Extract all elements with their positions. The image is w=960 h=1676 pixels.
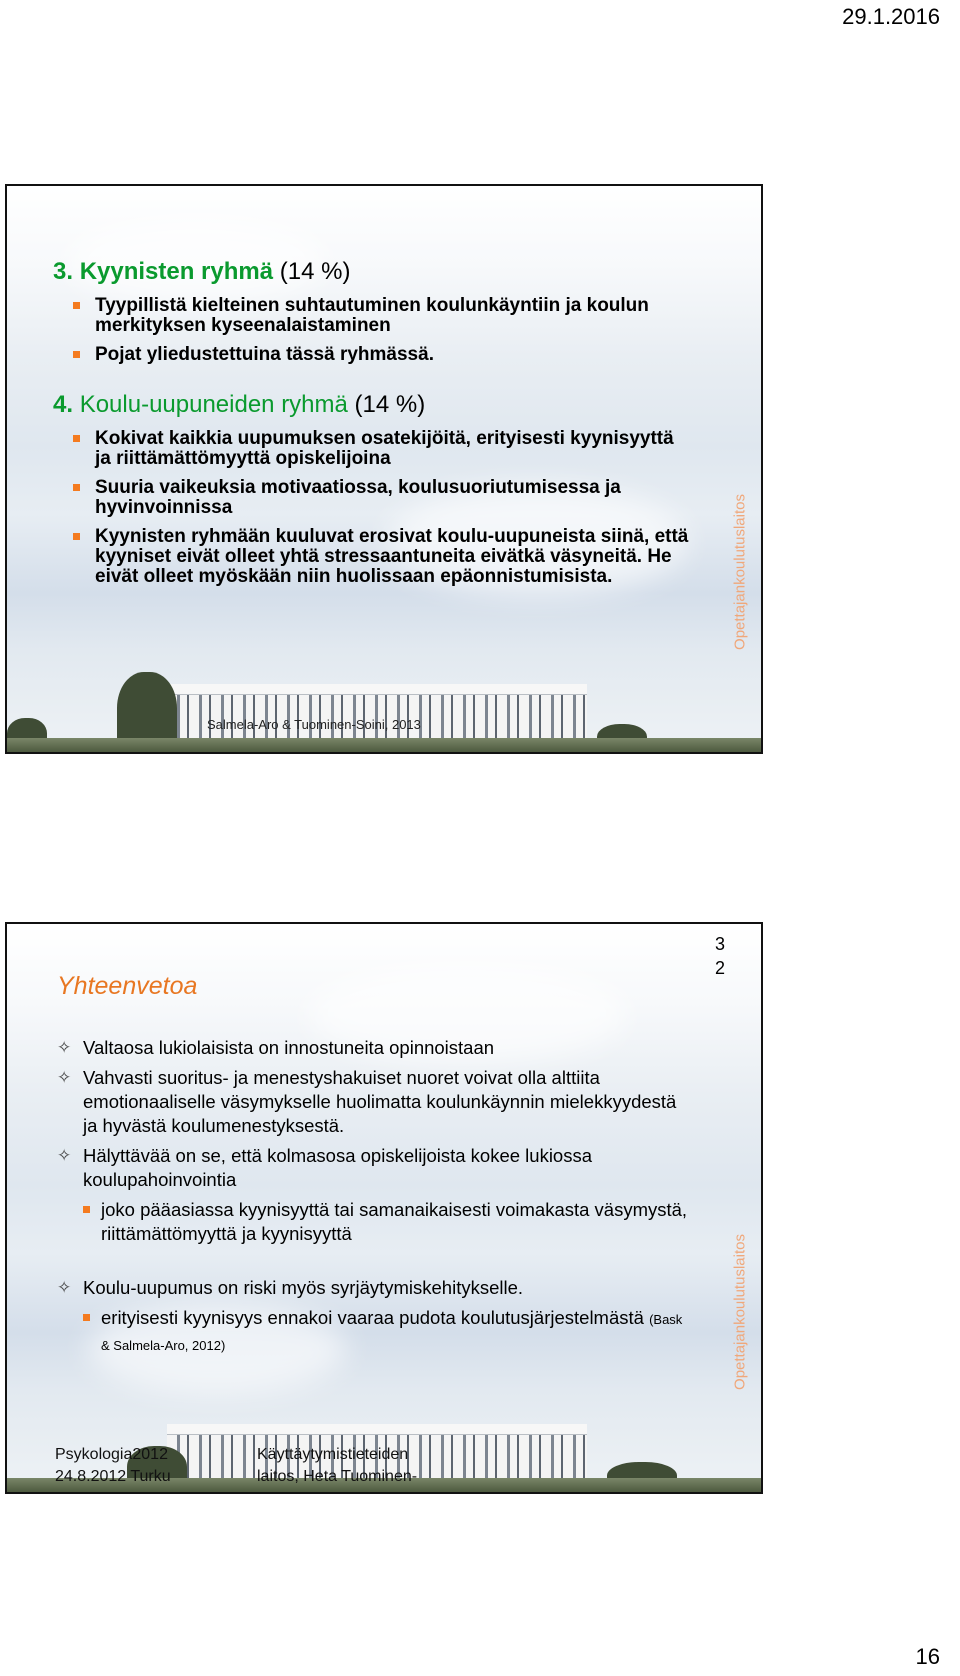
list-item-text: Tyypillistä kielteinen suhtautuminen koulunkäyntiin ja koulun merkityksen kyseenalaistaminen (95, 295, 649, 336)
side-label-text: Opettajankoulutuslaitos (731, 494, 749, 650)
star-bullet-icon: ✧ (57, 1068, 72, 1087)
heading-percent: (14 %) (279, 258, 351, 285)
heading-number: 4. (53, 391, 74, 418)
sub-list-item (83, 1198, 693, 1246)
list-item-text: Suuria vaikeuksia motivaatiossa, koulusuoriutumisessa ja hyvinvoinnissa (95, 477, 621, 518)
list-item (53, 527, 693, 587)
footer-line: laitos, Heta Tuominen- (257, 1468, 418, 1485)
square-bullet-icon (73, 351, 80, 358)
sub-list (83, 1306, 693, 1358)
square-bullet-icon (73, 484, 80, 491)
slide-2-content (53, 1036, 693, 1364)
list-item-text: Koulu-uupumus on riski myös syrjäytymiskehitykselle. (83, 1277, 524, 1298)
list-item (53, 1066, 693, 1138)
star-bullet-icon: ✧ (57, 1146, 72, 1165)
heading-burnout-group (53, 391, 693, 419)
sub-list-item-text: erityisesti kyynisyys ennakoi vaaraa pudota koulutusjärjestelmästä (101, 1307, 644, 1328)
list-item (53, 429, 693, 469)
cynical-group-list (53, 296, 693, 365)
slide-1-content (53, 258, 693, 613)
list-item-text: Valtaosa lukiolaisista on innostuneita opinnoistaan (83, 1037, 495, 1058)
citation: (Bask & Salmela-Aro, 2012) (101, 1312, 683, 1353)
footer-event (55, 1444, 171, 1488)
slide-number-line: 2 (714, 958, 725, 978)
slide-title: Yhteenvetoa (57, 972, 198, 1000)
star-bullet-icon: ✧ (57, 1038, 72, 1057)
list-item-text: Kyynisten ryhmään kuuluvat erosivat koulu-uupuneista siinä, että kyyniset eivät olleet yhtä stressaantuneita eivätkä väsyneitä. He eivät olleet myöskään niin huolissaan epäonnistumisista. (95, 526, 689, 587)
sub-list (83, 1198, 693, 1246)
heading-percent: (14 %) (354, 391, 426, 418)
list-item-text: Pojat yliedustettuina tässä ryhmässä. (95, 344, 434, 365)
slide-number-line: 3 (714, 934, 725, 954)
summary-list (53, 1036, 693, 1358)
square-bullet-icon (73, 533, 80, 540)
footer-line: 24.8.2012 Turku (55, 1468, 171, 1485)
citation: Salmela-Aro & Tuominen-Soini, 2013 (207, 717, 421, 732)
page-number: 16 (915, 1644, 940, 1669)
list-item (53, 1036, 693, 1060)
square-bullet-icon (83, 1314, 90, 1321)
list-item-text: Hälyttävää on se, että kolmasosa opiskelijoista kokee lukiossa koulupahoinvointia (83, 1145, 593, 1190)
list-item (53, 1144, 693, 1246)
burnout-group-list (53, 429, 693, 587)
square-bullet-icon (83, 1206, 90, 1213)
heading-number: 3. (53, 258, 74, 285)
slide-2 (5, 922, 763, 1494)
vertical-side-label (727, 1192, 753, 1432)
list-item (53, 1276, 693, 1358)
page-date: 29.1.2016 (842, 4, 940, 29)
heading-cynical-group (53, 258, 693, 286)
ground-image (7, 738, 761, 752)
vertical-side-label (727, 452, 753, 692)
list-item (53, 296, 693, 336)
slide-1 (5, 184, 763, 754)
star-bullet-icon: ✧ (57, 1278, 72, 1297)
sub-list-item (83, 1306, 693, 1358)
list-item-text: Vahvasti suoritus- ja menestyshakuiset nuoret voivat olla alttiita emotionaaliselle väsymykselle huolimatta koulunkäynnin mielekkyydestä ja hyvästä koulumenestyksestä. (83, 1067, 677, 1136)
footer-author (257, 1444, 417, 1488)
heading-text: Koulu-uupuneiden ryhmä (79, 391, 348, 418)
list-item (53, 345, 693, 365)
heading-text: Kyynisten ryhmä (79, 258, 274, 285)
footer-line: Käyttäytymistieteiden (257, 1446, 409, 1463)
sub-list-item-text: joko pääasiassa kyynisyyttä tai samanaikaisesti voimakasta väsymystä, riittämättömyyttä ja kyynisyyttä (101, 1199, 688, 1244)
square-bullet-icon (73, 302, 80, 309)
square-bullet-icon (73, 435, 80, 442)
side-label-text: Opettajankoulutuslaitos (731, 1234, 749, 1390)
list-item-text: Kokivat kaikkia uupumuksen osatekijöitä, erityisesti kyynisyyttä ja riittämättömyyttä opiskelijoina (95, 428, 674, 469)
list-item (53, 478, 693, 518)
slide-number (713, 932, 727, 980)
footer-line: Psykologia2012 (55, 1446, 168, 1463)
